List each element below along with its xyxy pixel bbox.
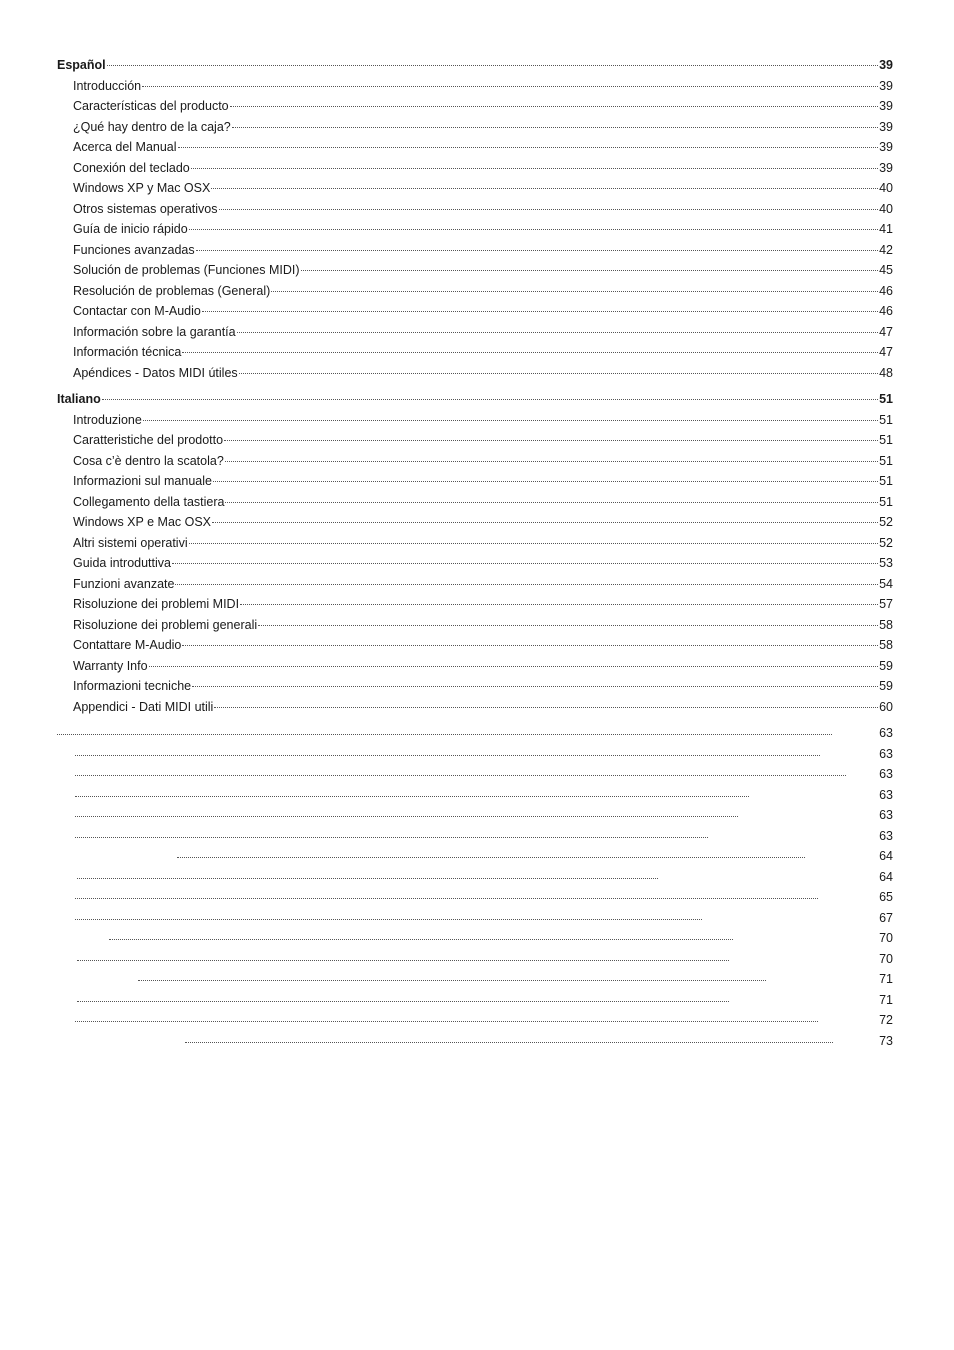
- toc-page-number: 51: [879, 474, 893, 488]
- toc-entry[interactable]: [57, 199, 893, 220]
- toc-entry[interactable]: [57, 744, 893, 765]
- toc-page-number: 71: [879, 992, 893, 1007]
- dot-leader: [75, 897, 818, 899]
- dot-leader: [178, 146, 879, 148]
- toc-entry-label: Appendici - Dati MIDI utili: [73, 699, 214, 714]
- toc-entry[interactable]: [57, 281, 893, 302]
- dot-leader: [107, 64, 878, 66]
- toc-entry-label: Guida introduttiva: [73, 556, 171, 570]
- toc-page-number: 51: [879, 412, 893, 427]
- toc-page-number: 39: [879, 160, 893, 175]
- toc-entry-label: Introduzione: [73, 412, 142, 427]
- toc-entry[interactable]: [57, 301, 893, 322]
- toc-entry[interactable]: [57, 908, 893, 929]
- toc-page-number: 64: [879, 869, 893, 884]
- toc-entry-label: Windows XP e Mac OSX: [73, 515, 212, 529]
- dot-leader: [182, 644, 878, 646]
- toc-entry-label: Información sobre la garantía: [73, 324, 236, 339]
- toc-entry[interactable]: [57, 512, 893, 533]
- toc-entry[interactable]: [57, 969, 893, 990]
- toc-entry[interactable]: [57, 533, 893, 554]
- toc-entry[interactable]: [57, 826, 893, 847]
- toc-entry-label: Otros sistemas operativos: [73, 201, 218, 216]
- toc-page-number: 63: [879, 808, 893, 822]
- toc-entry[interactable]: [57, 451, 893, 472]
- toc-entry-label: Características del producto: [73, 99, 229, 113]
- toc-section-title: Español: [57, 58, 106, 72]
- toc-entry-label: ¿Qué hay dentro de la caja?: [73, 119, 231, 134]
- toc-page-number: 39: [879, 78, 893, 93]
- dot-leader: [213, 480, 878, 482]
- dot-leader: [232, 126, 878, 128]
- toc-entry[interactable]: [57, 615, 893, 636]
- toc-section-espanol[interactable]: [57, 55, 893, 76]
- dot-leader: [237, 331, 879, 333]
- toc-entry-label: Altri sistemi operativi: [73, 535, 188, 550]
- toc-section-italiano[interactable]: [57, 389, 893, 410]
- dot-leader: [182, 351, 878, 353]
- toc-page-number: 70: [879, 951, 893, 966]
- dot-leader: [258, 624, 878, 626]
- toc-entry[interactable]: [57, 697, 893, 718]
- toc-entry[interactable]: [57, 676, 893, 697]
- toc-section-title: Italiano: [57, 392, 101, 406]
- toc-entry-label: Acerca del Manual: [73, 140, 177, 154]
- dot-leader: [225, 501, 878, 503]
- toc-page-number: 39: [879, 58, 893, 72]
- toc-page-number: 42: [879, 242, 893, 257]
- dot-leader: [109, 938, 733, 940]
- toc-entry[interactable]: [57, 805, 893, 826]
- toc-entry[interactable]: [57, 887, 893, 908]
- dot-leader: [189, 542, 878, 544]
- dot-leader: [214, 706, 878, 708]
- toc-entry[interactable]: [57, 553, 893, 574]
- toc-entry[interactable]: [57, 430, 893, 451]
- toc-page-number: 59: [879, 658, 893, 673]
- toc-entry-label: Collegamento della tastiera: [73, 494, 225, 509]
- toc-entry-label: Caratteristiche del prodotto: [73, 433, 224, 447]
- dot-leader: [192, 685, 878, 687]
- toc-page-number: 40: [879, 181, 893, 195]
- toc-entry[interactable]: [57, 117, 893, 138]
- toc-entry[interactable]: [57, 594, 893, 615]
- table-of-contents: [57, 55, 893, 717]
- dot-leader: [75, 1020, 818, 1022]
- toc-page-number: 46: [879, 283, 893, 298]
- dot-leader: [77, 1000, 729, 1002]
- toc-page-number: 58: [879, 617, 893, 632]
- dot-leader: [143, 419, 878, 421]
- dot-leader: [212, 521, 878, 523]
- toc-entry[interactable]: [57, 764, 893, 785]
- toc-entry[interactable]: [57, 178, 893, 199]
- toc-entry-label: Informazioni tecniche: [73, 679, 192, 693]
- toc-entry-label: Apéndices - Datos MIDI útiles: [73, 365, 238, 380]
- toc-entry[interactable]: [57, 410, 893, 431]
- toc-entry[interactable]: [57, 158, 893, 179]
- toc-entry-label: Cosa c’è dentro la scatola?: [73, 453, 224, 468]
- toc-page-number: 45: [879, 263, 893, 277]
- toc-entry-label: Warranty Info: [73, 658, 148, 673]
- dot-leader: [175, 583, 878, 585]
- toc-entry[interactable]: [57, 635, 893, 656]
- dot-leader: [75, 918, 702, 920]
- dot-leader: [102, 398, 878, 400]
- toc-page-number: 48: [879, 365, 893, 380]
- toc-entry[interactable]: [57, 928, 893, 949]
- toc-entry[interactable]: [57, 1031, 893, 1052]
- dot-leader: [239, 372, 878, 374]
- dot-leader: [138, 979, 766, 981]
- toc-entry[interactable]: [57, 990, 893, 1011]
- dot-leader: [185, 1041, 833, 1043]
- toc-entry[interactable]: [57, 260, 893, 281]
- toc-entry-label: Funzioni avanzate: [73, 576, 175, 591]
- dot-leader: [191, 167, 878, 169]
- toc-page-number: 63: [879, 767, 893, 781]
- dot-leader: [172, 562, 878, 564]
- dot-leader: [177, 856, 805, 858]
- dot-leader: [142, 85, 878, 87]
- toc-page-number: 70: [879, 931, 893, 945]
- dot-leader: [225, 460, 878, 462]
- toc-page-number: 65: [879, 890, 893, 904]
- dot-leader: [149, 665, 879, 667]
- toc-entry-label: Informazioni sul manuale: [73, 474, 212, 488]
- toc-page-number: 57: [879, 597, 893, 611]
- toc-entry[interactable]: [57, 723, 893, 744]
- dot-leader: [196, 249, 878, 251]
- toc-entry[interactable]: [57, 342, 893, 363]
- toc-page-number: 39: [879, 119, 893, 134]
- toc-page-number: 63: [879, 787, 893, 802]
- toc-page-number: 51: [879, 392, 893, 406]
- toc-page-number: 63: [879, 746, 893, 761]
- toc-entry[interactable]: [57, 76, 893, 97]
- dot-leader: [75, 815, 738, 817]
- toc-entry[interactable]: [57, 96, 893, 117]
- toc-entry[interactable]: [57, 846, 893, 867]
- toc-page-number: 71: [879, 972, 893, 986]
- toc-entry[interactable]: [57, 785, 893, 806]
- toc-entry[interactable]: [57, 322, 893, 343]
- toc-page-number: 73: [879, 1033, 893, 1048]
- toc-entry-label: Windows XP y Mac OSX: [73, 181, 211, 195]
- toc-entry-label: Guía de inicio rápido: [73, 222, 188, 236]
- toc-page-number: 51: [879, 433, 893, 447]
- dot-leader: [219, 208, 879, 210]
- toc-page-number: 67: [879, 910, 893, 925]
- dot-leader: [77, 959, 729, 961]
- toc-page-number: 52: [879, 515, 893, 529]
- toc-entry[interactable]: [57, 1010, 893, 1031]
- toc-entry-label: Contattare M-Audio: [73, 638, 182, 652]
- toc-entry[interactable]: [57, 867, 893, 888]
- toc-entry[interactable]: [57, 363, 893, 384]
- dot-leader: [301, 269, 879, 271]
- toc-entry[interactable]: [57, 471, 893, 492]
- dot-leader: [75, 754, 820, 756]
- toc-page-number: 47: [879, 324, 893, 339]
- toc-entry[interactable]: [57, 137, 893, 158]
- toc-page-number: 53: [879, 556, 893, 570]
- toc-page-number: 40: [879, 201, 893, 216]
- toc-page-number: 63: [879, 726, 893, 740]
- toc-page-number: 52: [879, 535, 893, 550]
- dot-leader: [77, 877, 658, 879]
- toc-entry-label: Risoluzione dei problemi generali: [73, 617, 258, 632]
- dot-leader: [202, 310, 878, 312]
- dot-leader: [75, 836, 708, 838]
- dot-leader: [271, 290, 878, 292]
- toc-page-number: 51: [879, 453, 893, 468]
- toc-page-number: 54: [879, 576, 893, 591]
- dot-leader: [57, 733, 832, 735]
- dot-leader: [75, 774, 846, 776]
- toc-entry[interactable]: [57, 219, 893, 240]
- toc-entry[interactable]: [57, 574, 893, 595]
- toc-page-number: 47: [879, 345, 893, 359]
- toc-page-number: 41: [879, 222, 893, 236]
- toc-entry-label: Risoluzione dei problemi MIDI: [73, 597, 240, 611]
- toc-entry[interactable]: [57, 240, 893, 261]
- toc-page-number: 64: [879, 849, 893, 863]
- dot-leader: [240, 603, 878, 605]
- toc-unlabeled-section: [57, 723, 893, 1051]
- toc-page-number: 51: [879, 494, 893, 509]
- toc-entry-label: Resolución de problemas (General): [73, 283, 271, 298]
- dot-leader: [75, 795, 749, 797]
- toc-page-number: 63: [879, 828, 893, 843]
- dot-leader: [211, 187, 878, 189]
- toc-page-number: 72: [879, 1013, 893, 1027]
- toc-entry-label: Contactar con M-Audio: [73, 304, 201, 318]
- dot-leader: [230, 105, 878, 107]
- toc-entry[interactable]: [57, 492, 893, 513]
- toc-entry-label: Información técnica: [73, 345, 182, 359]
- toc-page-number: 39: [879, 140, 893, 154]
- dot-leader: [224, 439, 878, 441]
- toc-entry-label: Funciones avanzadas: [73, 242, 195, 257]
- toc-page-number: 60: [879, 699, 893, 714]
- toc-page-number: 39: [879, 99, 893, 113]
- toc-page-number: 59: [879, 679, 893, 693]
- dot-leader: [189, 228, 878, 230]
- toc-entry-label: Conexión del teclado: [73, 160, 190, 175]
- toc-entry-label: Solución de problemas (Funciones MIDI): [73, 263, 300, 277]
- toc-entry[interactable]: [57, 949, 893, 970]
- toc-page-number: 46: [879, 304, 893, 318]
- toc-entry[interactable]: [57, 656, 893, 677]
- toc-entry-label: Introducción: [73, 78, 142, 93]
- toc-page-number: 58: [879, 638, 893, 652]
